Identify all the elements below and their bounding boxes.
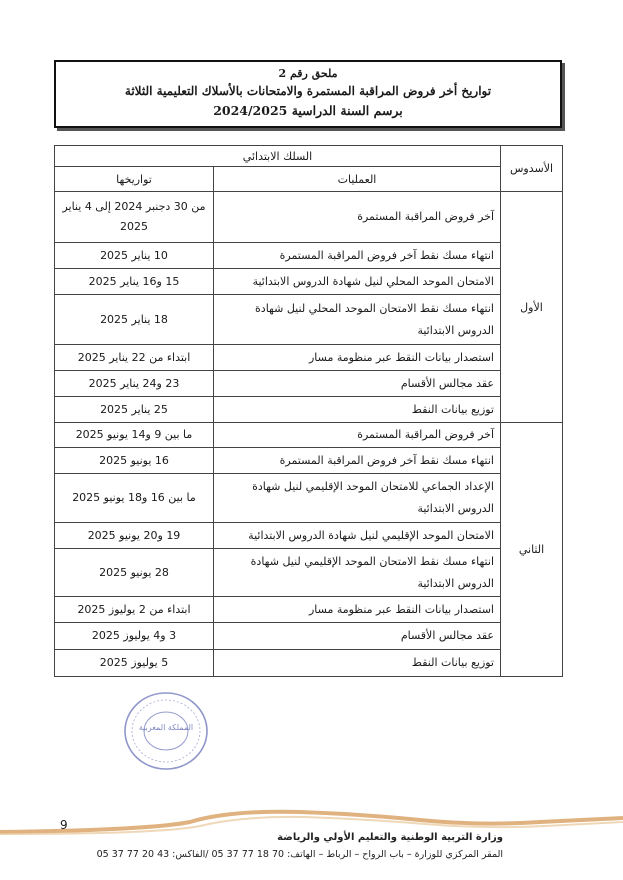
operation-cell: الامتحان الموحد الإقليمي لنيل شهادة الدروس الابتدائية (214, 523, 501, 549)
operation-cell: انتهاء مسك نقط آخر فروض المراقبة المستمرة (214, 448, 501, 474)
cycle-header: السلك الابتدائي (55, 146, 501, 167)
table-row (55, 423, 563, 448)
table-row (55, 397, 563, 423)
operation-cell: استصدار بيانات النقط عبر منظومة مسار (214, 597, 501, 623)
date-cell: 18 يناير 2025 (55, 295, 214, 345)
table-row (55, 371, 563, 397)
date-cell: 15 و16 يناير 2025 (55, 269, 214, 295)
operation-cell: توزيع بيانات النقط (214, 650, 501, 677)
operation-cell: عقد مجالس الأقسام (214, 623, 501, 650)
official-stamp (122, 690, 210, 772)
operation-cell: عقد مجالس الأقسام (214, 371, 501, 397)
date-cell: ابتداء من 22 يناير 2025 (55, 345, 214, 371)
operation-cell: انتهاء مسك نقط الامتحان الموحد الإقليمي لنيل شهادة الدروس الابتدائية (214, 549, 501, 597)
date-cell: 16 يونيو 2025 (55, 448, 214, 474)
semester-column-header: الأسدوس (501, 146, 563, 192)
school-year: برسم السنة الدراسية 2024/2025 (213, 103, 403, 118)
operation-cell: انتهاء مسك نقط آخر فروض المراقبة المستمرة (214, 243, 501, 269)
table-row (55, 474, 563, 523)
operation-cell: توزيع بيانات النقط (214, 397, 501, 423)
date-cell: 25 يناير 2025 (55, 397, 214, 423)
date-cell: 19 و20 يونيو 2025 (55, 523, 214, 549)
table-row (55, 597, 563, 623)
table-row (55, 345, 563, 371)
date-cell: 3 و4 يوليوز 2025 (55, 623, 214, 650)
date-cell: 5 يوليوز 2025 (55, 650, 214, 677)
table-row (55, 243, 563, 269)
footer-ministry: وزارة التربية الوطنية والتعليم الأولي والرياضة (277, 832, 503, 843)
date-cell: 23 و24 يناير 2025 (55, 371, 214, 397)
operation-cell: الإعداد الجماعي للامتحان الموحد الإقليمي لنيل شهادة الدروس الابتدائية (214, 474, 501, 523)
table-row (55, 192, 563, 243)
annex-number: ملحق رقم 2 (278, 67, 338, 80)
document-title: تواريخ أخر فروض المراقبة المستمرة والامتحانات بالأسلاك التعليمية الثلاثة (124, 84, 492, 98)
dates-column-header: تواريخها (55, 167, 214, 192)
date-cell: 28 يونيو 2025 (55, 549, 214, 597)
table-row (55, 269, 563, 295)
operations-column-header: العمليات (214, 167, 501, 192)
page-number: 9 (60, 818, 68, 832)
annex-header-box (54, 60, 562, 128)
date-cell: ما بين 9 و14 يونيو 2025 (55, 423, 214, 448)
footer (0, 832, 623, 860)
operation-cell: آخر فروض المراقبة المستمرة (214, 192, 501, 243)
date-cell: ما بين 16 و18 يونيو 2025 (55, 474, 214, 523)
table-row (55, 650, 563, 677)
operation-cell: استصدار بيانات النقط عبر منظومة مسار (214, 345, 501, 371)
operation-cell: الامتحان الموحد المحلي لنيل شهادة الدروس الابتدائية (214, 269, 501, 295)
schedule-table (54, 145, 563, 677)
date-cell: ابتداء من 2 يوليوز 2025 (55, 597, 214, 623)
table-row (55, 448, 563, 474)
date-cell: من 30 دجنبر 2024 إلى 4 يناير 2025 (55, 192, 214, 243)
table-row (55, 623, 563, 650)
stamp-text: المملكة المغربية (138, 723, 194, 732)
date-cell: 10 يناير 2025 (55, 243, 214, 269)
operation-cell: انتهاء مسك نقط الامتحان الموحد المحلي لنيل شهادة الدروس الابتدائية (214, 295, 501, 345)
operation-cell: آخر فروض المراقبة المستمرة (214, 423, 501, 448)
semester-first: الأول (501, 192, 563, 423)
table-row (55, 523, 563, 549)
footer-address: المقر المركزي للوزارة – باب الرواح – الرباط – الهاتف: 70 18 77 37 05 /الفاكس: 43 20 77 37 05 (96, 849, 503, 860)
table-row (55, 295, 563, 345)
semester-second: الثاني (501, 423, 563, 677)
table-row (55, 549, 563, 597)
